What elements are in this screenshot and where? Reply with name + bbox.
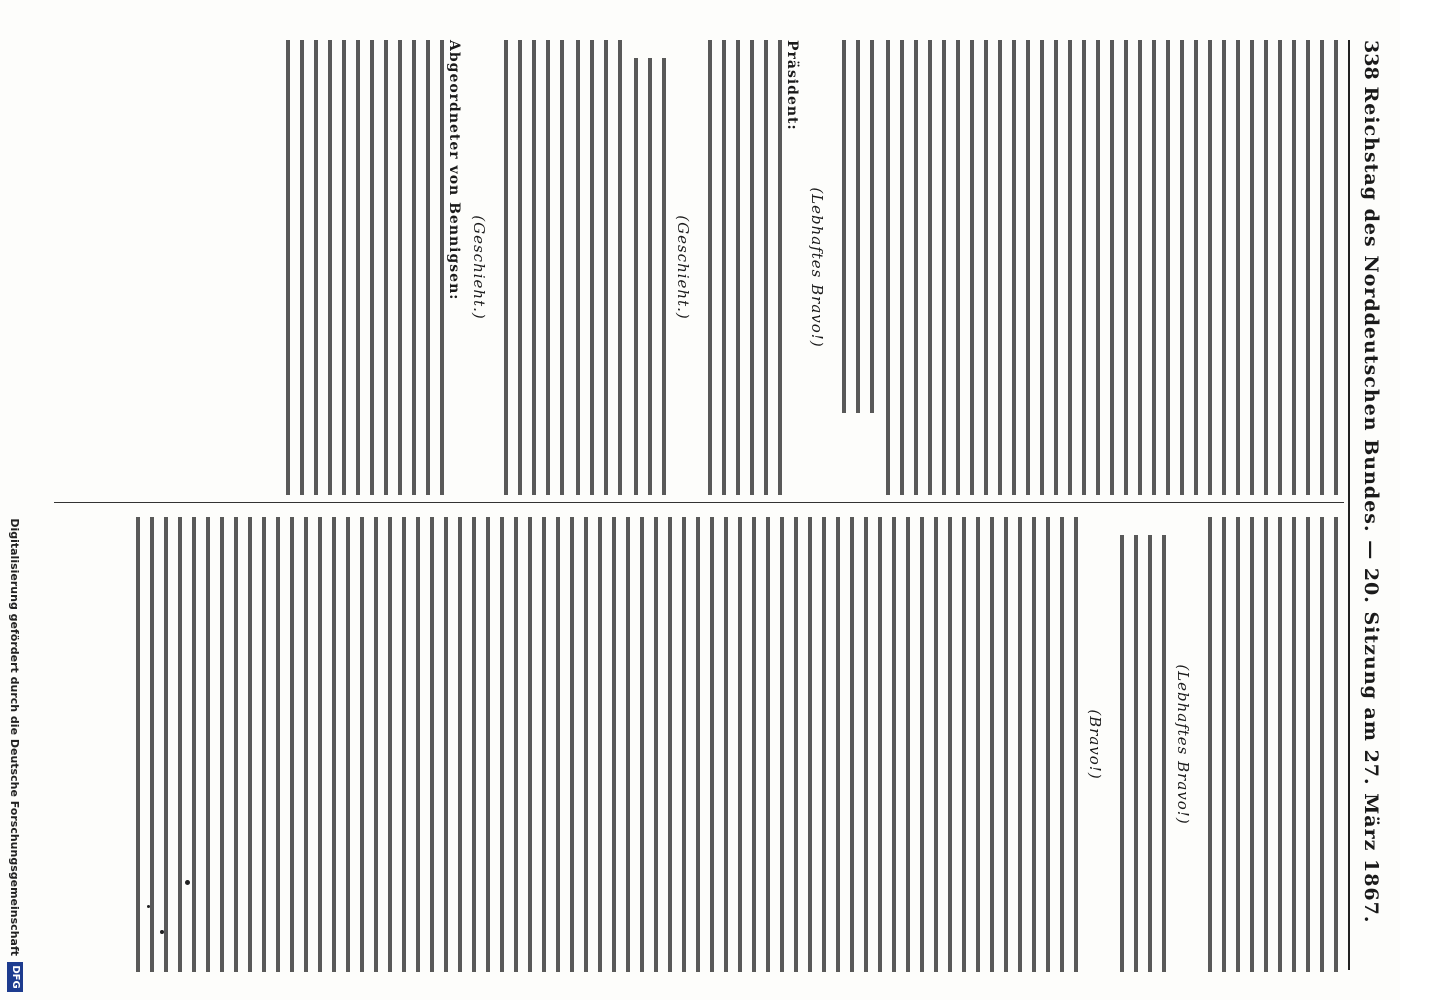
text-block xyxy=(1110,535,1166,972)
left-column xyxy=(274,40,1338,495)
dfg-logo: DFG xyxy=(7,962,23,992)
page-number: 338 xyxy=(1360,40,1382,80)
right-column xyxy=(124,517,1338,972)
stage-direction: (Lebhaftes Bravo!) xyxy=(1174,664,1192,825)
text-block xyxy=(832,40,874,413)
stage-direction: (Geschieht.) xyxy=(470,215,488,320)
text-block xyxy=(1198,517,1338,972)
stage-direction: (Bravo!) xyxy=(1086,709,1104,780)
credit-text: Digitalisierung gefördert durch die Deutsche Forschungsgemeinschaft xyxy=(8,518,21,956)
scan-speck xyxy=(185,880,190,885)
speaker-name: Präsident: xyxy=(784,40,800,131)
stage-direction: (Geschieht.) xyxy=(674,215,692,320)
speaker-name: Abgeordneter von Bennigsen: xyxy=(446,40,462,301)
text-block xyxy=(876,40,1338,495)
text-block xyxy=(698,40,782,495)
page-title: Reichstag des Norddeutschen Bundes. — 20. Sitzung am 27. März 1867. xyxy=(1360,86,1382,924)
text-block xyxy=(494,40,564,495)
digitization-credit xyxy=(4,0,24,1000)
scan-speck xyxy=(147,905,150,908)
running-head xyxy=(1348,40,1394,970)
text-block xyxy=(566,40,622,495)
stage-direction: (Lebhaftes Bravo!) xyxy=(808,187,826,348)
text-block xyxy=(276,40,444,495)
scan-speck xyxy=(160,930,164,934)
column-divider xyxy=(54,502,1344,503)
text-block xyxy=(624,58,666,495)
text-block xyxy=(126,517,1078,972)
